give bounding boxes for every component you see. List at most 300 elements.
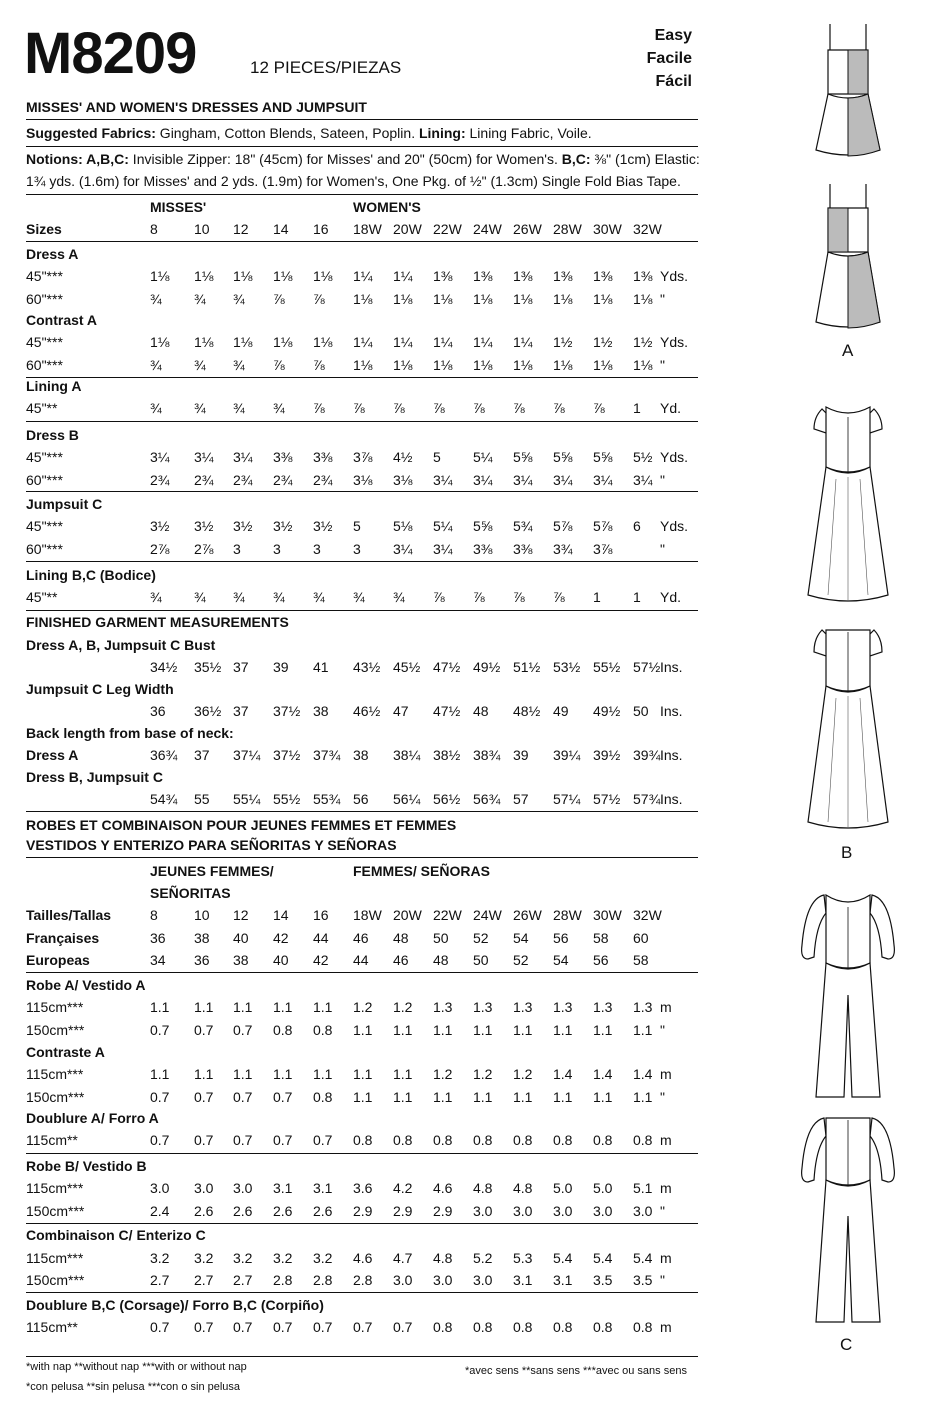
size-header: 20W [393, 221, 422, 237]
size-row-label: Tailles/Tallas [26, 907, 112, 923]
value-cell: ¾ [393, 589, 405, 605]
value-cell: 2¾ [273, 472, 293, 488]
view-a-label: A [842, 341, 854, 360]
suggested-fabrics [26, 125, 592, 141]
size-value: 52 [473, 930, 489, 946]
divider [26, 146, 698, 147]
unit-cell: " [660, 1272, 665, 1288]
value-cell: 3 [273, 541, 281, 557]
bust-value: 35½ [194, 659, 222, 675]
value-cell: 0.8 [633, 1319, 653, 1335]
value-cell: 1⅛ [313, 334, 333, 350]
value-cell: ⅞ [473, 589, 485, 605]
divider [26, 811, 698, 812]
value-cell: 1.1 [393, 1089, 413, 1105]
unit-cell: " [660, 472, 665, 488]
value-cell: 5.0 [553, 1180, 573, 1196]
value-cell: 3.0 [473, 1203, 493, 1219]
size-header: 18W [353, 221, 382, 237]
value-cell: 3.5 [633, 1272, 653, 1288]
value-cell: 2¾ [233, 472, 253, 488]
value-cell: 3½ [150, 518, 170, 534]
value-cell: 2⅞ [150, 541, 170, 557]
value-cell: 3¼ [150, 449, 170, 465]
value-cell: 3¼ [513, 472, 533, 488]
value-cell: 1⅜ [593, 268, 613, 284]
value-cell: 1 [593, 589, 601, 605]
value-cell: 1.1 [233, 999, 253, 1015]
value-cell: 0.7 [194, 1319, 214, 1335]
group-misses: MISSES' [150, 199, 207, 215]
value-cell: 1¼ [353, 334, 373, 350]
dress-b-length-value: 55½ [273, 791, 301, 807]
value-cell: 4.6 [433, 1180, 453, 1196]
value-cell: ⅞ [473, 400, 485, 416]
value-cell: 5⅞ [593, 518, 613, 534]
value-cell: 1 [633, 400, 641, 416]
value-cell: 5.3 [513, 1250, 533, 1266]
dress-b-length-value: 54¾ [150, 791, 178, 807]
unit-cell: Ins. [660, 791, 683, 807]
value-cell: 0.7 [273, 1319, 293, 1335]
dress-b-length-value: 57¼ [553, 791, 581, 807]
row-label: 45"*** [26, 449, 63, 465]
dress-b-length-value: 56½ [433, 791, 461, 807]
value-cell: 0.7 [194, 1022, 214, 1038]
value-cell: 3.0 [473, 1272, 493, 1288]
value-cell: 1⅜ [553, 268, 573, 284]
value-cell: 4.7 [393, 1250, 413, 1266]
value-cell: 4.8 [513, 1180, 533, 1196]
value-cell: 3⅜ [313, 449, 333, 465]
value-cell: 3.2 [273, 1250, 293, 1266]
unit-cell: m [660, 1180, 672, 1196]
value-cell: 3.5 [593, 1272, 613, 1288]
divider [26, 561, 698, 562]
dress-a-length-value: 37¾ [313, 747, 341, 763]
value-cell: 2.6 [273, 1203, 293, 1219]
value-cell: ⅞ [273, 357, 285, 373]
lining-label: Lining: [418, 125, 466, 141]
dress-a-length-value: 37¼ [233, 747, 261, 763]
size-header: 14 [273, 221, 289, 237]
size-header: 32W [633, 221, 662, 237]
value-cell: 1.1 [513, 1089, 533, 1105]
value-cell: 1.3 [593, 999, 613, 1015]
value-cell: 1.2 [433, 1066, 453, 1082]
value-cell: 1 [633, 589, 641, 605]
size-value: 44 [313, 930, 329, 946]
value-cell: 5.4 [553, 1250, 573, 1266]
leg-value: 48 [473, 703, 489, 719]
size-value: 50 [473, 952, 489, 968]
value-cell: 1.3 [513, 999, 533, 1015]
value-cell: 1⅛ [433, 291, 453, 307]
size-value: 22W [433, 907, 462, 923]
value-cell: 1¼ [393, 268, 413, 284]
value-cell: 5.4 [593, 1250, 613, 1266]
value-cell: 0.8 [353, 1132, 373, 1148]
value-cell: 1⅛ [513, 357, 533, 373]
value-cell: 3.0 [513, 1203, 533, 1219]
size-header: 30W [593, 221, 622, 237]
value-cell: 1.1 [633, 1022, 653, 1038]
row-label: 60"*** [26, 291, 63, 307]
value-cell: 2.8 [273, 1272, 293, 1288]
value-cell: 5¼ [433, 518, 453, 534]
value-cell: 2.6 [313, 1203, 333, 1219]
value-cell: ¾ [194, 400, 206, 416]
value-cell: 2¾ [150, 472, 170, 488]
value-cell: 5⅝ [553, 449, 573, 465]
unit-cell: m [660, 1250, 672, 1266]
section-title: Dress A [26, 246, 79, 262]
value-cell: 3¼ [433, 541, 453, 557]
dress-a-length-label: Dress A [26, 747, 79, 763]
divider [26, 610, 698, 611]
bust-value: 47½ [433, 659, 461, 675]
divider [26, 972, 698, 973]
value-cell: 5.4 [633, 1250, 653, 1266]
value-cell: 0.7 [273, 1089, 293, 1105]
dress-a-length-value: 36¾ [150, 747, 178, 763]
unit-cell: Ins. [660, 659, 683, 675]
value-cell: 1⅛ [593, 291, 613, 307]
value-cell: 1⅛ [194, 334, 214, 350]
row-label: 150cm*** [26, 1272, 85, 1288]
value-cell: 1.3 [633, 999, 653, 1015]
divider [26, 857, 698, 858]
value-cell: 4.6 [353, 1250, 373, 1266]
unit-cell: " [660, 1089, 665, 1105]
value-cell: 2.9 [433, 1203, 453, 1219]
value-cell: 3½ [233, 518, 253, 534]
value-cell: 1¼ [433, 334, 453, 350]
size-value: 52 [513, 952, 529, 968]
size-value: 42 [313, 952, 329, 968]
value-cell: 3.1 [313, 1180, 333, 1196]
value-cell: ¾ [233, 589, 245, 605]
notions-label: Notions: A,B,C: [26, 151, 129, 167]
unit-cell: m [660, 1066, 672, 1082]
value-cell: 3¼ [633, 472, 653, 488]
value-cell: 0.7 [313, 1132, 333, 1148]
view-a-front-illustration [808, 22, 888, 172]
view-b-back-illustration [800, 622, 896, 842]
size-header: 12 [233, 221, 249, 237]
value-cell: 2.6 [233, 1203, 253, 1219]
size-value: 14 [273, 907, 289, 923]
value-cell: 1⅛ [633, 291, 653, 307]
leg-value: 36 [150, 703, 166, 719]
fabrics-text: Gingham, Cotton Blends, Sateen, Poplin. [155, 125, 419, 141]
value-cell: 3.1 [513, 1272, 533, 1288]
value-cell: ⅞ [553, 589, 565, 605]
value-cell: 3.0 [433, 1272, 453, 1288]
value-cell: 1⅛ [150, 334, 170, 350]
value-cell: 1⅜ [513, 268, 533, 284]
value-cell: 1⅛ [353, 291, 373, 307]
view-b-front-illustration [800, 395, 896, 615]
row-label: 115cm** [26, 1132, 78, 1148]
row-label: 60"*** [26, 472, 63, 488]
notions-line-2: 1¾ yds. (1.6m) for Misses' and 2 yds. (1.9m) for Women's, One Pkg. of ½" (1.3cm) Single Fold Bias Tape. [26, 173, 681, 189]
value-cell: 0.8 [633, 1132, 653, 1148]
unit-cell: " [660, 291, 665, 307]
value-cell: 1⅛ [393, 357, 413, 373]
value-cell: 3.2 [313, 1250, 333, 1266]
value-cell: 1.1 [553, 1022, 573, 1038]
value-cell: 1.3 [553, 999, 573, 1015]
unit-cell: Yd. [660, 400, 682, 416]
value-cell: 0.7 [233, 1319, 253, 1335]
leg-value: 49½ [593, 703, 621, 719]
finished-title: FINISHED GARMENT MEASUREMENTS [26, 614, 289, 630]
size-value: 12 [233, 907, 249, 923]
value-cell: 3¼ [473, 472, 493, 488]
unit-cell: " [660, 1203, 665, 1219]
bust-value: 45½ [393, 659, 421, 675]
divider [26, 1153, 698, 1154]
value-cell: 3⅛ [393, 472, 413, 488]
value-cell: 1⅜ [433, 268, 453, 284]
value-cell: 1¼ [513, 334, 533, 350]
value-cell: 1.3 [433, 999, 453, 1015]
value-cell: 6 [633, 518, 641, 534]
view-b-label: B [841, 843, 853, 862]
leg-value: 38 [313, 703, 329, 719]
row-label: 60"*** [26, 357, 63, 373]
size-value: 28W [553, 907, 582, 923]
value-cell: 1.1 [150, 1066, 170, 1082]
value-cell: 0.8 [393, 1132, 413, 1148]
divider [26, 491, 698, 492]
value-cell: 3 [233, 541, 241, 557]
value-cell: ⅞ [393, 400, 405, 416]
bust-value: 37 [233, 659, 249, 675]
value-cell: 0.8 [273, 1022, 293, 1038]
value-cell: ¾ [194, 291, 206, 307]
value-cell: 3.0 [233, 1180, 253, 1196]
value-cell: 0.7 [233, 1132, 253, 1148]
size-value: 38 [233, 952, 249, 968]
size-value: 36 [194, 952, 210, 968]
value-cell: 5⅛ [393, 518, 413, 534]
value-cell: 1⅜ [473, 268, 493, 284]
value-cell: 1⅛ [194, 268, 214, 284]
size-value: 56 [553, 930, 569, 946]
value-cell: 1.1 [150, 999, 170, 1015]
difficulty-en: Easy [654, 27, 692, 44]
group-femmes: FEMMES/ SEÑORAS [353, 863, 490, 879]
value-cell: 1.1 [593, 1089, 613, 1105]
size-value: 42 [273, 930, 289, 946]
value-cell: 1.1 [273, 1066, 293, 1082]
value-cell: 0.8 [473, 1319, 493, 1335]
value-cell: 1.1 [273, 999, 293, 1015]
divider [26, 194, 698, 195]
value-cell: 1⅛ [553, 357, 573, 373]
value-cell: 2.7 [150, 1272, 170, 1288]
size-value: 46 [353, 930, 369, 946]
divider [26, 119, 698, 120]
value-cell: ¾ [150, 589, 162, 605]
footnote-spanish: *con pelusa **sin pelusa ***con o sin pelusa [26, 1381, 241, 1393]
dress-b-length-value: 57½ [593, 791, 621, 807]
pattern-number: M8209 [24, 21, 197, 86]
section-title: Lining A [26, 378, 82, 394]
value-cell: 3¼ [433, 472, 453, 488]
value-cell: ¾ [233, 400, 245, 416]
value-cell: 1.1 [633, 1089, 653, 1105]
dress-b-length-value: 55 [194, 791, 210, 807]
value-cell: 5⅝ [513, 449, 533, 465]
size-value: 56 [593, 952, 609, 968]
value-cell: ⅞ [273, 291, 285, 307]
value-cell: ⅞ [313, 357, 325, 373]
value-cell: 0.8 [313, 1089, 333, 1105]
unit-cell: " [660, 1022, 665, 1038]
value-cell: 4.8 [433, 1250, 453, 1266]
section-title: Doublure A/ Forro A [26, 1110, 159, 1126]
row-label: 45"*** [26, 268, 63, 284]
value-cell: 1.4 [593, 1066, 613, 1082]
value-cell: 1⅛ [233, 268, 253, 284]
section-title: Lining B,C (Bodice) [26, 567, 156, 583]
dress-a-length-value: 37½ [273, 747, 301, 763]
dress-a-length-value: 38¼ [393, 747, 421, 763]
value-cell: 5.2 [473, 1250, 493, 1266]
value-cell: 5⅞ [553, 518, 573, 534]
dress-b-length-value: 56¼ [393, 791, 421, 807]
value-cell: 1¼ [473, 334, 493, 350]
view-c-front-illustration [794, 885, 902, 1110]
section-title: Combinaison C/ Enterizo C [26, 1227, 206, 1243]
value-cell: 3⅜ [473, 541, 493, 557]
view-c-back-illustration [794, 1110, 902, 1335]
value-cell: ¾ [233, 291, 245, 307]
dress-a-length-value: 38 [353, 747, 369, 763]
size-value: 36 [150, 930, 166, 946]
unit-cell: Ins. [660, 703, 683, 719]
value-cell: 3.0 [150, 1180, 170, 1196]
value-cell: ⅞ [553, 400, 565, 416]
value-cell: 2.8 [353, 1272, 373, 1288]
value-cell: 0.7 [353, 1319, 373, 1335]
row-label: 150cm*** [26, 1089, 85, 1105]
bust-value: 49½ [473, 659, 501, 675]
dress-b-length-value: 56 [353, 791, 369, 807]
value-cell: 0.7 [313, 1319, 333, 1335]
value-cell: 3½ [313, 518, 333, 534]
dress-a-length-value: 38½ [433, 747, 461, 763]
value-cell: 1.2 [513, 1066, 533, 1082]
value-cell: 4.8 [473, 1180, 493, 1196]
value-cell: 1⅛ [513, 291, 533, 307]
unit-cell: m [660, 1319, 672, 1335]
notions-bc-label: B,C: [561, 151, 591, 167]
value-cell: 1¼ [393, 334, 413, 350]
bust-value: 34½ [150, 659, 178, 675]
size-value: 44 [353, 952, 369, 968]
difficulty [620, 24, 692, 93]
value-cell: 1⅛ [633, 357, 653, 373]
value-cell: ⅞ [313, 291, 325, 307]
value-cell: 2¾ [313, 472, 333, 488]
value-cell: 2⅞ [194, 541, 214, 557]
size-value: 20W [393, 907, 422, 923]
group-womens: WOMEN'S [353, 199, 421, 215]
value-cell: 1⅛ [233, 334, 253, 350]
value-cell: 0.8 [513, 1319, 533, 1335]
bust-label: Dress A, B, Jumpsuit C Bust [26, 637, 216, 653]
unit-cell: Yds. [660, 449, 689, 465]
section-title: Dress B [26, 427, 79, 443]
row-label: 150cm*** [26, 1022, 85, 1038]
unit-cell: Yds. [660, 268, 689, 284]
size-value: 30W [593, 907, 622, 923]
value-cell: 1½ [633, 334, 653, 350]
divider [26, 421, 698, 422]
value-cell: 0.8 [553, 1319, 573, 1335]
row-label: 45"*** [26, 334, 63, 350]
value-cell: 1.1 [313, 999, 333, 1015]
notions-elastic: ⅜" (1cm) Elastic: [590, 151, 700, 167]
value-cell: ¾ [150, 357, 162, 373]
row-label: 45"** [26, 589, 58, 605]
value-cell: 1.2 [353, 999, 373, 1015]
value-cell: 1⅛ [593, 357, 613, 373]
value-cell: 5⅝ [473, 518, 493, 534]
value-cell: 3⅜ [273, 449, 293, 465]
size-value: 40 [233, 930, 249, 946]
dress-a-length-value: 39½ [593, 747, 621, 763]
value-cell: 1.1 [433, 1022, 453, 1038]
value-cell: 5¾ [513, 518, 533, 534]
footnote-english: *with nap **without nap ***with or without nap [26, 1361, 247, 1373]
bust-value: 55½ [593, 659, 621, 675]
value-cell: 2.9 [353, 1203, 373, 1219]
value-cell: 3.0 [194, 1180, 214, 1196]
value-cell: 1⅛ [473, 291, 493, 307]
sizes-label: Sizes [26, 221, 62, 237]
bust-value: 41 [313, 659, 329, 675]
value-cell: 1.1 [513, 1022, 533, 1038]
value-cell: ¾ [194, 357, 206, 373]
value-cell: ⅞ [513, 589, 525, 605]
value-cell: 5 [353, 518, 361, 534]
value-cell: 5⅝ [593, 449, 613, 465]
value-cell: 5.0 [593, 1180, 613, 1196]
size-value: 18W [353, 907, 382, 923]
metric-title-es: VESTIDOS Y ENTERIZO PARA SEÑORITAS Y SEÑORAS [26, 837, 397, 853]
value-cell: 1⅛ [353, 357, 373, 373]
back-length-label: Back length from base of neck: [26, 725, 234, 741]
leg-value: 37½ [273, 703, 301, 719]
value-cell: 3¼ [233, 449, 253, 465]
row-label: 45"*** [26, 518, 63, 534]
dress-a-length-value: 39¼ [553, 747, 581, 763]
value-cell: 5¼ [473, 449, 493, 465]
value-cell: ¾ [233, 357, 245, 373]
unit-cell: m [660, 999, 672, 1015]
value-cell: 2.6 [194, 1203, 214, 1219]
value-cell: 0.7 [393, 1319, 413, 1335]
value-cell: 0.7 [194, 1132, 214, 1148]
value-cell: 0.8 [593, 1319, 613, 1335]
size-value: 40 [273, 952, 289, 968]
value-cell: 0.7 [150, 1132, 170, 1148]
